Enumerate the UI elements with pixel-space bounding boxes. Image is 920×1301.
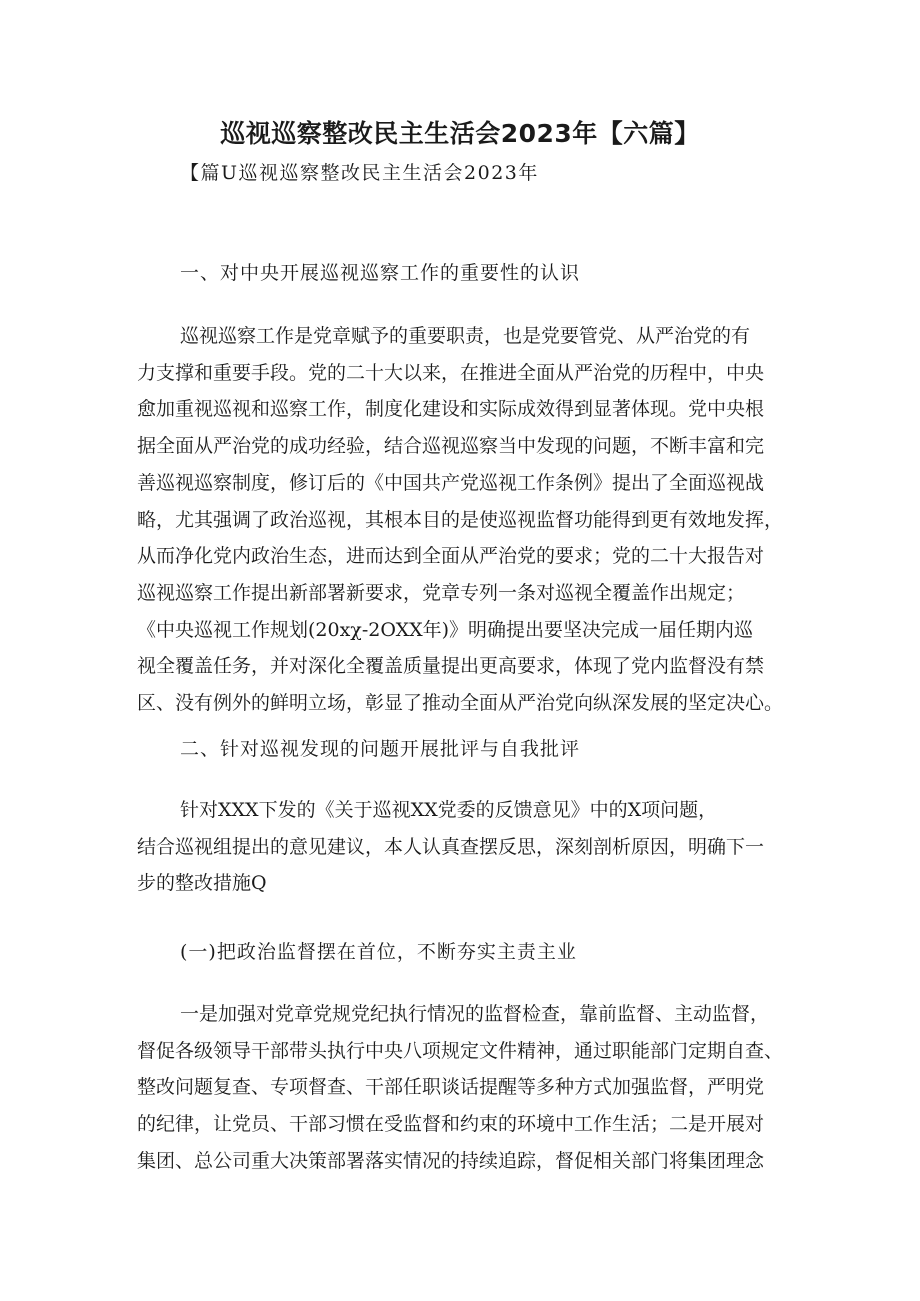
paragraph-line: 集团、总公司重大决策部署落实情况的持续追踪，督促相关部门将集团理念: [137, 1149, 765, 1172]
paragraph-line: 据全面从严治党的成功经验，结合巡视巡察当中发现的问题，不断丰富和完: [137, 435, 765, 458]
paragraph-line: 一是加强对党章党规党纪执行情况的监督检查，靠前监督、主动监督，: [180, 1003, 770, 1025]
paragraph-line: 步的整改措施Q: [137, 872, 267, 895]
paragraph-line: 愈加重视巡视和巡察工作，制度化建设和实际成效得到显著体现。党中央根: [137, 398, 765, 421]
paragraph-1: [137, 318, 797, 722]
paragraph-2: [137, 792, 797, 902]
paragraph-line: 《中央巡视工作规划(20xχ-2OXX年)》明确提出要坚决完成一届任期内巡: [137, 618, 754, 641]
paragraph-line: 巡视巡察工作是党章赋予的重要职责，也是党要管党、从严治党的有: [180, 325, 751, 347]
subsection-heading-1: (一)把政治监督摆在首位，不断夯实主责主业: [180, 941, 577, 963]
paragraph-3: [137, 996, 797, 1180]
paragraph-line: 略，尤其强调了政治巡视，其根本目的是使巡视监督功能得到更有效地发挥，: [137, 508, 784, 531]
paragraph-line: 巡视巡察工作提出新部署新要求，党章专列一条对巡视全覆盖作出规定；: [137, 581, 746, 604]
paragraph-line: 结合巡视组提出的意见建议，本人认真查摆反思，深刻剖析原因，明确下一: [137, 835, 765, 858]
paragraph-line: 的纪律，让党员、干部习惯在受监督和约束的环境中工作生活；二是开展对: [137, 1113, 765, 1136]
section-heading-1: 一、对中央开展巡视巡察工作的重要性的认识: [180, 262, 581, 284]
paragraph-line: 力支撑和重要手段。党的二十大以来，在推进全面从严治党的历程中，中央: [137, 361, 765, 384]
paragraph-line: 区、没有例外的鲜明立场，彰显了推动全面从严治党向纵深发展的坚定决心。: [137, 692, 784, 715]
paragraph-line: 针对XXX下发的《关于巡视XX党委的反馈意见》中的X项问题，: [180, 799, 718, 821]
section-heading-2: 二、针对巡视发现的问题开展批评与自我批评: [180, 738, 581, 760]
paragraph-line: 善巡视巡察制度，修订后的《中国共产党巡视工作条例》提出了全面巡视战: [137, 471, 765, 494]
document-subtitle: 【篇U巡视巡察整改民主生活会2023年: [180, 162, 539, 184]
document-title: 巡视巡察整改民主生活会2023年【六篇】: [220, 119, 700, 148]
paragraph-line: 整改问题复查、专项督查、干部任职谈话提醒等多种方式加强监督，严明党: [137, 1076, 765, 1099]
paragraph-line: 视全覆盖任务，并对深化全覆盖质量提出更高要求，体现了党内监督没有禁: [137, 655, 765, 678]
paragraph-line: 督促各级领导干部带头执行中央八项规定文件精神，通过职能部门定期自查、: [137, 1039, 784, 1062]
paragraph-line: 从而净化党内政治生态，进而达到全面从严治党的要求；党的二十大报告对: [137, 545, 765, 568]
